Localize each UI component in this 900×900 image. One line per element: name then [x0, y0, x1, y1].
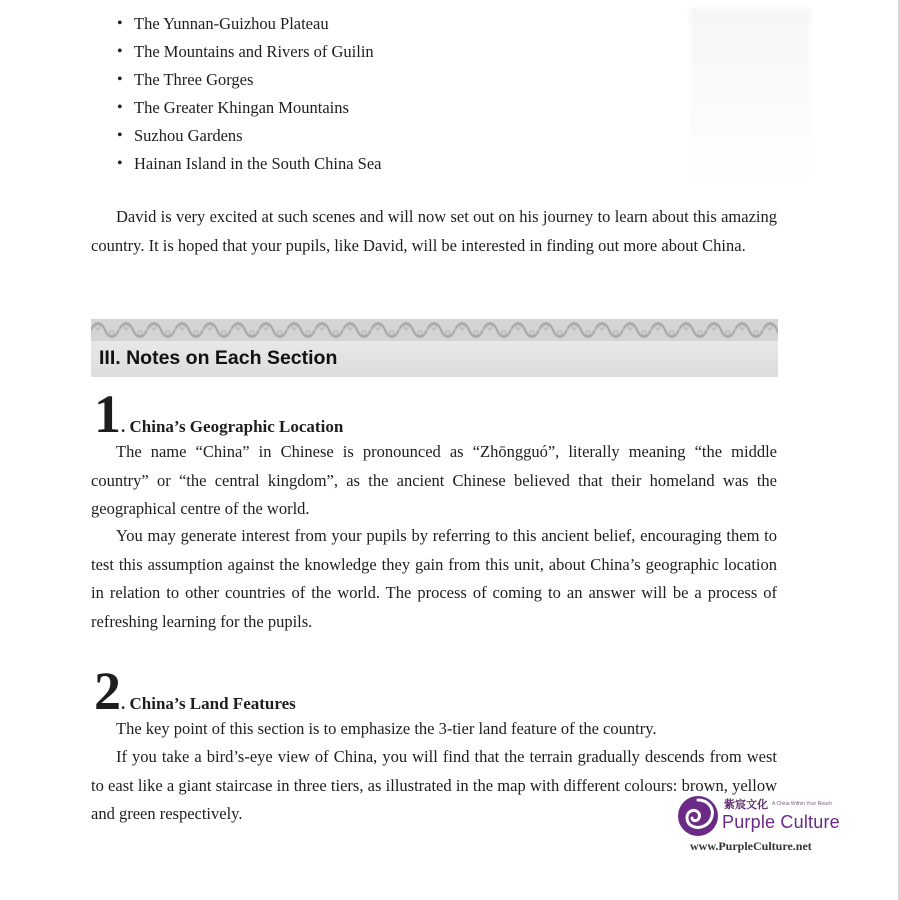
decorative-wave-pattern: [91, 319, 778, 341]
watermark-chinese-name: 紫宸文化: [724, 798, 768, 811]
intro-paragraph: David is very excited at such scenes and will now set out on his journey to learn about this amazing country. It is hoped that your pupils, like David, will be interested in finding out more about China.: [91, 207, 777, 255]
watermark-url: www.PurpleCulture.net: [690, 839, 812, 853]
section-heading-2: [94, 661, 296, 721]
section-2-paragraph-2: If you take a bird’s-eye view of China, you will find that the terrain gradually descends from west to east like a giant staircase in three tiers, as illustrated in the map with different colours: brown, yellow and green respectively.: [91, 747, 777, 823]
section-1-paragraph-1: The name “China” in Chinese is pronounced as “Zhōngguó”, literally meaning “the middle country” or “the central kingdom”, as the ancient Chinese believed that their homeland was the geographical centre of the world.: [91, 442, 777, 518]
watermark-name: Purple Culture: [722, 812, 840, 832]
section-number: 2: [94, 661, 121, 721]
bullet-item: • The Three Gorges: [117, 66, 381, 94]
watermark-tagline: A China Within Your Reach: [772, 801, 833, 807]
page-bleed-through: [690, 8, 810, 188]
section-banner: [91, 319, 778, 377]
scenery-bullet-list: [117, 10, 381, 178]
purple-culture-watermark: [676, 792, 866, 862]
section-title: . China’s Land Features: [121, 694, 296, 713]
bullet-item: • Hainan Island in the South China Sea: [117, 150, 381, 178]
section-1-paragraph-2: You may generate interest from your pupils by referring to this ancient belief, encouraging them to test this assumption against the knowledge they gain from this unit, about China’s geographic location in relation to other countries of the world. The process of coming to an answer will be a process of refreshing learning for the pupils.: [91, 526, 777, 631]
section-title: . China’s Geographic Location: [121, 417, 344, 436]
bullet-item: • The Mountains and Rivers of Guilin: [117, 38, 381, 66]
section-2-paragraph-1: The key point of this section is to emphasize the 3-tier land feature of the country.: [116, 719, 657, 738]
section-number: 1: [94, 384, 121, 444]
section-heading-1: [94, 384, 344, 444]
bullet-item: • The Greater Khingan Mountains: [117, 94, 381, 122]
section-banner-title: III. Notes on Each Section: [99, 347, 338, 369]
bullet-item: • The Yunnan-Guizhou Plateau: [117, 10, 381, 38]
purple-culture-logo-icon: [676, 794, 720, 838]
bullet-item: • Suzhou Gardens: [117, 122, 381, 150]
